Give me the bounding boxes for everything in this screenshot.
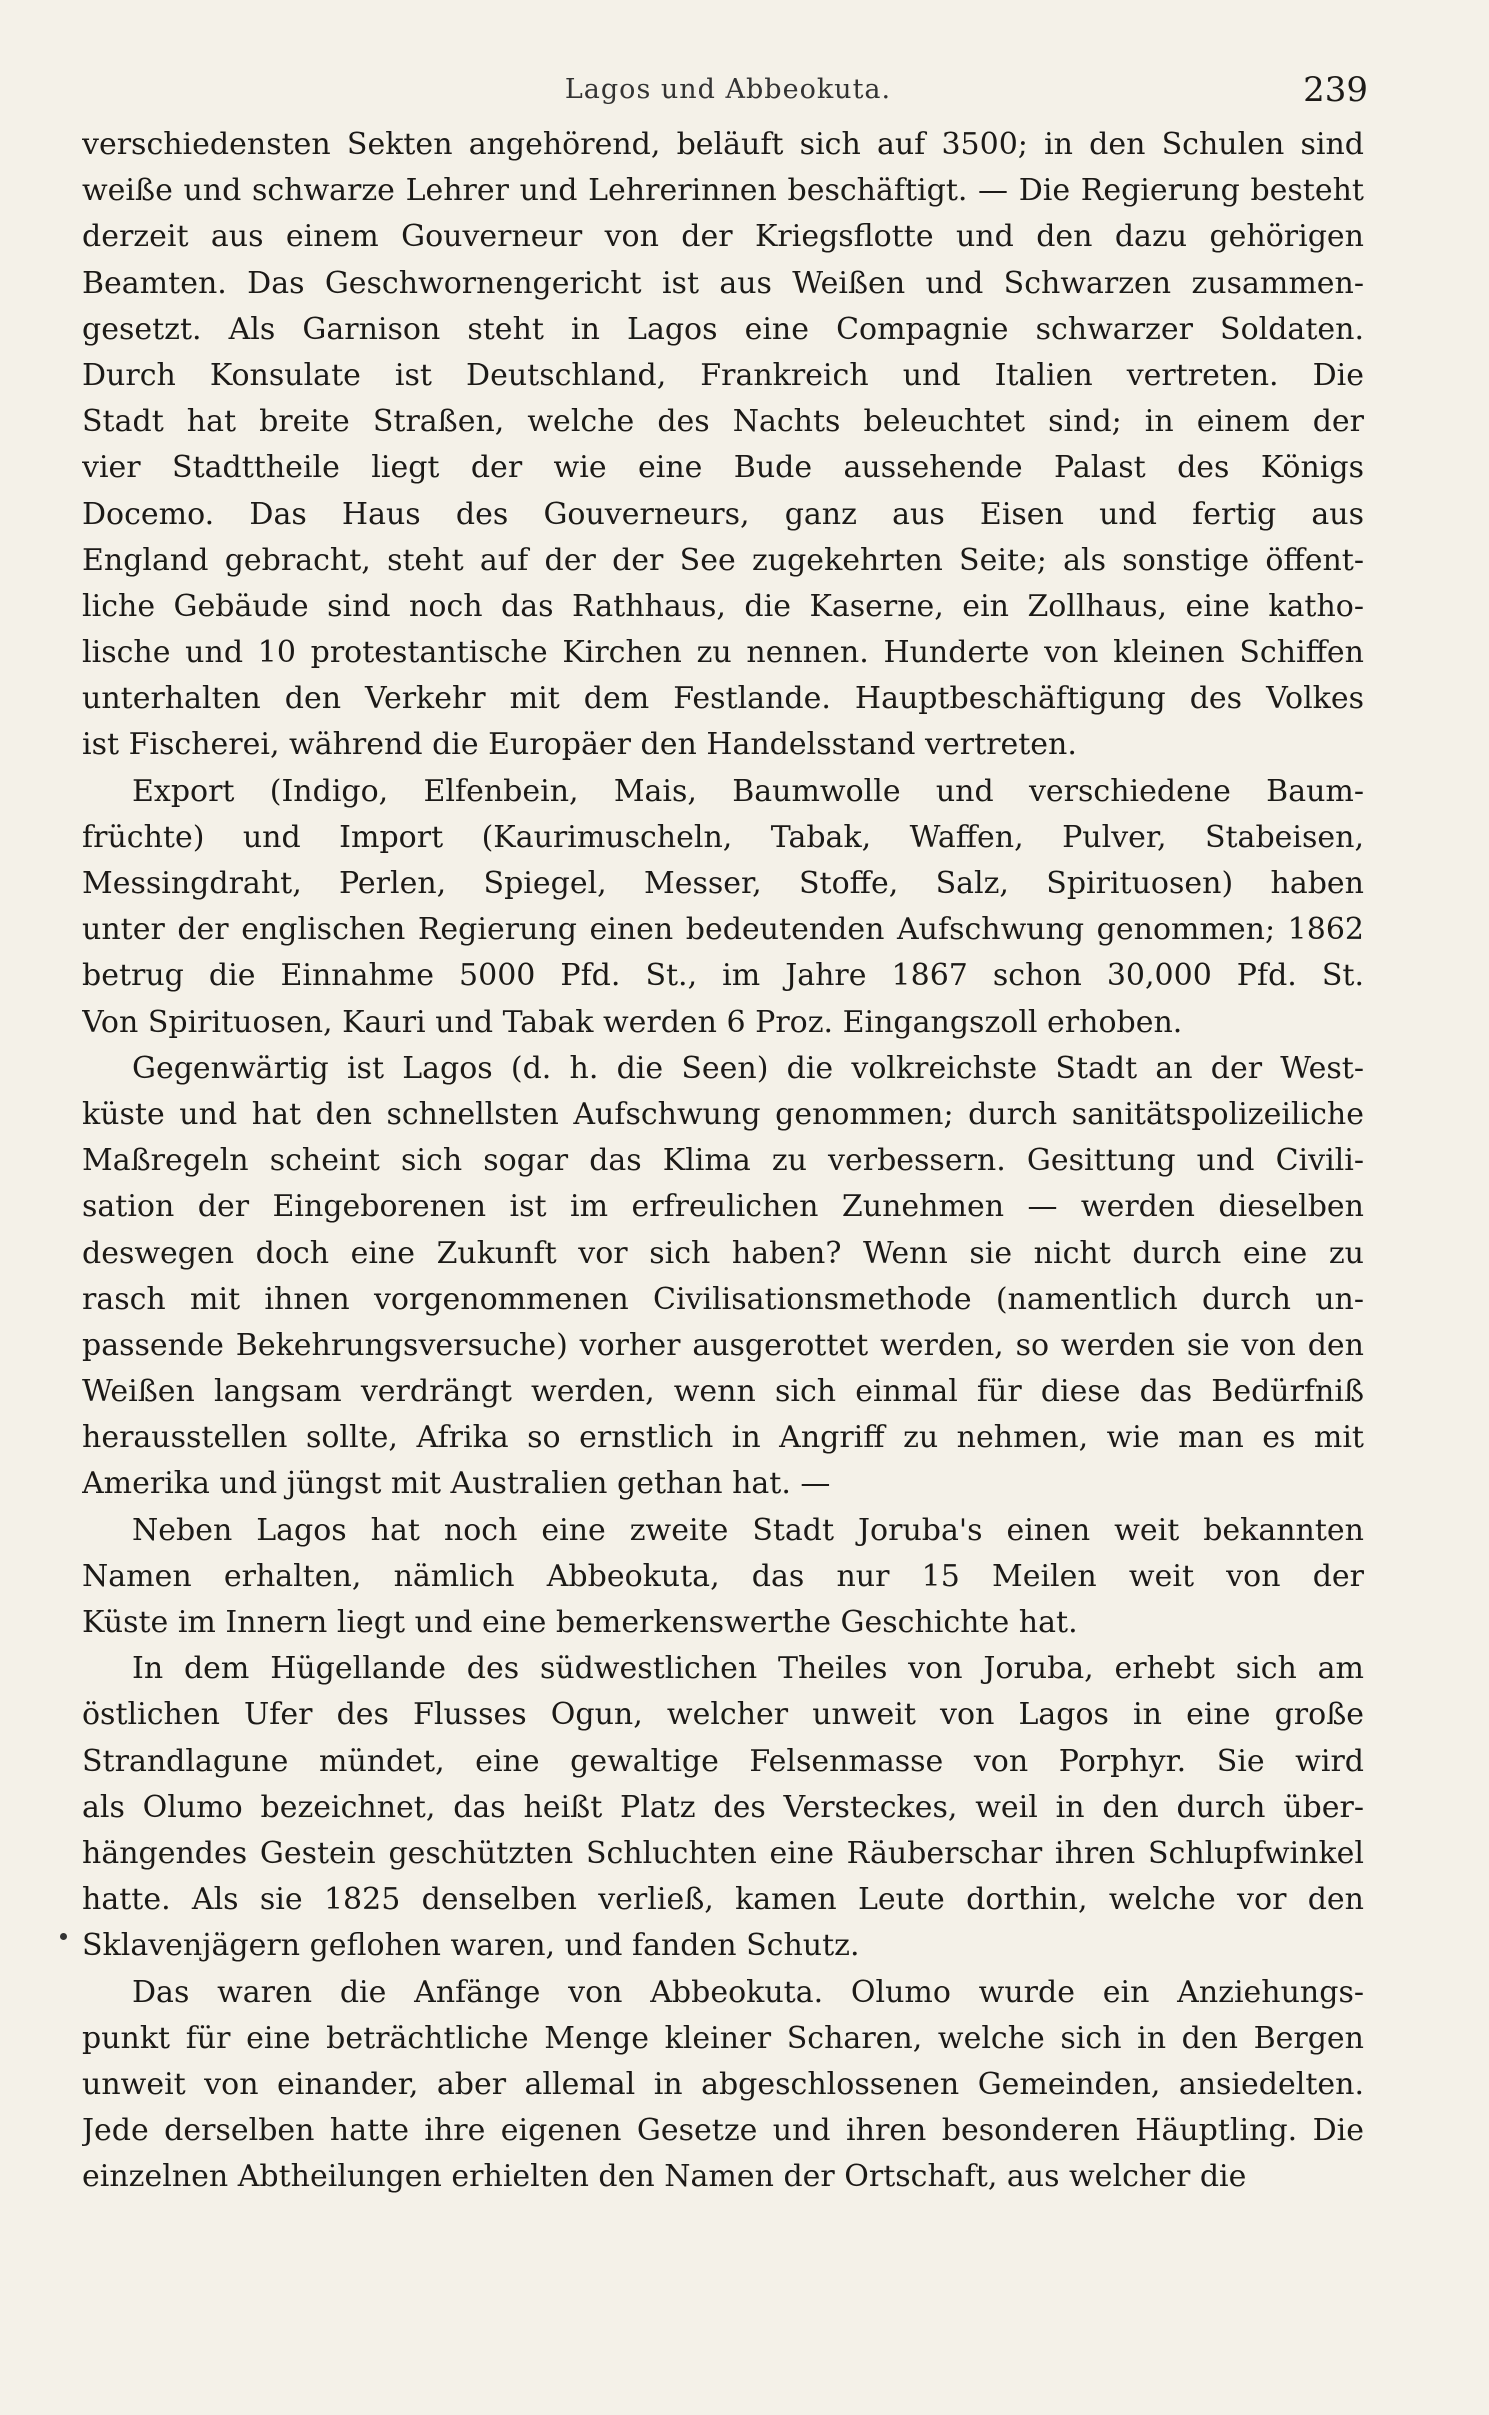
text-line: verschiedensten Sekten angehörend, beläuft sich auf 3500; in den Schulen sind bbox=[82, 127, 1364, 162]
text-line: deswegen doch eine Zukunft vor sich haben? Wenn sie nicht durch eine zu bbox=[82, 1235, 1364, 1271]
text-line: küste und hat den schnellsten Aufschwung genommen; durch sanitätspolizeiliche bbox=[82, 1096, 1364, 1132]
text-line: Strandlagune mündet, eine gewaltige Felsenmasse von Porphyr. Sie wird bbox=[82, 1743, 1364, 1779]
paragraph bbox=[82, 1646, 1364, 1969]
text-line: Jede derselben hatte ihre eigenen Gesetze und ihren besonderen Häuptling. Die bbox=[82, 2113, 1364, 2149]
text-line: Weißen langsam verdrängt werden, wenn sich einmal für diese das Bedürfniß bbox=[82, 1374, 1364, 1410]
text-line: unterhalten den Verkehr mit dem Festlande. Hauptbeschäftigung des Volkes bbox=[82, 681, 1364, 717]
text-line: Küste im Innern liegt und eine bemerkenswerthe Geschichte hat. bbox=[82, 1605, 1078, 1640]
text-line: liche Gebäude sind noch das Rathhaus, die Kaserne, ein Zollhaus, eine katho- bbox=[82, 588, 1364, 624]
text-line: Von Spirituosen, Kauri und Tabak werden 6 Proz. Eingangszoll erhoben. bbox=[82, 1004, 1183, 1040]
text-line: als Olumo bezeichnet, das heißt Platz des Versteckes, weil in den durch über- bbox=[82, 1789, 1364, 1825]
text-line: Docemo. Das Haus des Gouverneurs, ganz aus Eisen und fertig aus bbox=[82, 496, 1364, 532]
text-line: Amerika und jüngst mit Australien gethan hat. — bbox=[82, 1466, 831, 1502]
text-line: In dem Hügellande des südwestlichen Theiles von Joruba, erhebt sich am bbox=[132, 1651, 1364, 1687]
text-line: Messingdraht, Perlen, Spiegel, Messer, Stoffe, Salz, Spirituosen) haben bbox=[82, 866, 1364, 901]
text-line: sation der Eingeborenen ist im erfreulichen Zunehmen — werden dieselben bbox=[82, 1189, 1364, 1225]
page-number: 239 bbox=[1303, 70, 1368, 110]
paragraph bbox=[82, 1970, 1364, 2201]
paragraph bbox=[82, 122, 1364, 769]
text-line: einzelnen Abtheilungen erhielten den Namen der Ortschaft, aus welcher die bbox=[82, 2159, 1247, 2195]
text-line: Namen erhalten, nämlich Abbeokuta, das nur 15 Meilen weit von der bbox=[82, 1558, 1364, 1594]
text-line: Beamten. Das Geschwornengericht ist aus Weißen und Schwarzen zusammen- bbox=[82, 265, 1364, 301]
text-line: England gebracht, steht auf der der See zugekehrten Seite; als sonstige öffent- bbox=[82, 542, 1364, 578]
text-line: Gegenwärtig ist Lagos (d. h. die Seen) die volkreichste Stadt an der West- bbox=[132, 1050, 1364, 1086]
text-line: rasch mit ihnen vorgenommenen Civilisationsmethode (namentlich durch un- bbox=[82, 1281, 1364, 1317]
margin-mark bbox=[60, 1933, 67, 1940]
text-line: östlichen Ufer des Flusses Ogun, welcher unweit von Lagos in eine große bbox=[82, 1697, 1364, 1733]
text-line: hatte. Als sie 1825 denselben verließ, kamen Leute dorthin, welche vor den bbox=[82, 1882, 1364, 1918]
body-text bbox=[82, 122, 1364, 2200]
text-line: ist Fischerei, während die Europäer den Handelsstand vertreten. bbox=[82, 727, 1077, 763]
text-line: Neben Lagos hat noch eine zweite Stadt Joruba's einen weit bekannten bbox=[132, 1512, 1364, 1548]
text-line: Sklavenjägern geflohen waren, und fanden Schutz. bbox=[82, 1928, 860, 1964]
running-title: Lagos und Abbeokuta. bbox=[564, 74, 892, 105]
text-line: Stadt hat breite Straßen, welche des Nachts beleuchtet sind; in einem der bbox=[82, 404, 1364, 440]
text-line: derzeit aus einem Gouverneur von der Kriegsflotte und den dazu gehörigen bbox=[82, 219, 1364, 255]
text-line: Maßregeln scheint sich sogar das Klima zu verbessern. Gesittung und Civili- bbox=[82, 1143, 1364, 1179]
text-line: lische und 10 protestantische Kirchen zu nennen. Hunderte von kleinen Schiffen bbox=[82, 635, 1364, 671]
text-line: herausstellen sollte, Afrika so ernstlich in Angriff zu nehmen, wie man es mit bbox=[82, 1420, 1364, 1456]
text-line: Das waren die Anfänge von Abbeokuta. Olumo wurde ein Anziehungs- bbox=[132, 1974, 1364, 2010]
page-header bbox=[88, 62, 1368, 122]
text-line: gesetzt. Als Garnison steht in Lagos eine Compagnie schwarzer Soldaten. bbox=[82, 311, 1364, 347]
text-line: vier Stadttheile liegt der wie eine Bude aussehende Palast des Königs bbox=[82, 450, 1364, 486]
text-line: früchte) und Import (Kaurimuscheln, Tabak, Waffen, Pulver, Stabeisen, bbox=[82, 819, 1364, 855]
text-line: passende Bekehrungsversuche) vorher ausgerottet werden, so werden sie von den bbox=[82, 1327, 1364, 1363]
paragraph bbox=[82, 1046, 1364, 1508]
paragraph bbox=[82, 1508, 1364, 1647]
text-line: Export (Indigo, Elfenbein, Mais, Baumwolle und verschiedene Baum- bbox=[132, 773, 1364, 809]
paragraph bbox=[82, 769, 1364, 1046]
text-line: Durch Konsulate ist Deutschland, Frankreich und Italien vertreten. Die bbox=[82, 357, 1364, 393]
text-line: hängendes Gestein geschützten Schluchten eine Räuberschar ihren Schlupfwinkel bbox=[82, 1835, 1364, 1871]
text-line: unweit von einander, aber allemal in abgeschlossenen Gemeinden, ansiedelten. bbox=[82, 2066, 1364, 2102]
text-line: unter der englischen Regierung einen bedeutenden Aufschwung genommen; 1862 bbox=[82, 912, 1364, 948]
text-line: betrug die Einnahme 5000 Pfd. St., im Jahre 1867 schon 30,000 Pfd. St. bbox=[82, 958, 1364, 994]
text-line: punkt für eine beträchtliche Menge kleiner Scharen, welche sich in den Bergen bbox=[82, 2020, 1364, 2056]
text-line: weiße und schwarze Lehrer und Lehrerinnen beschäftigt. — Die Regierung besteht bbox=[82, 173, 1364, 209]
